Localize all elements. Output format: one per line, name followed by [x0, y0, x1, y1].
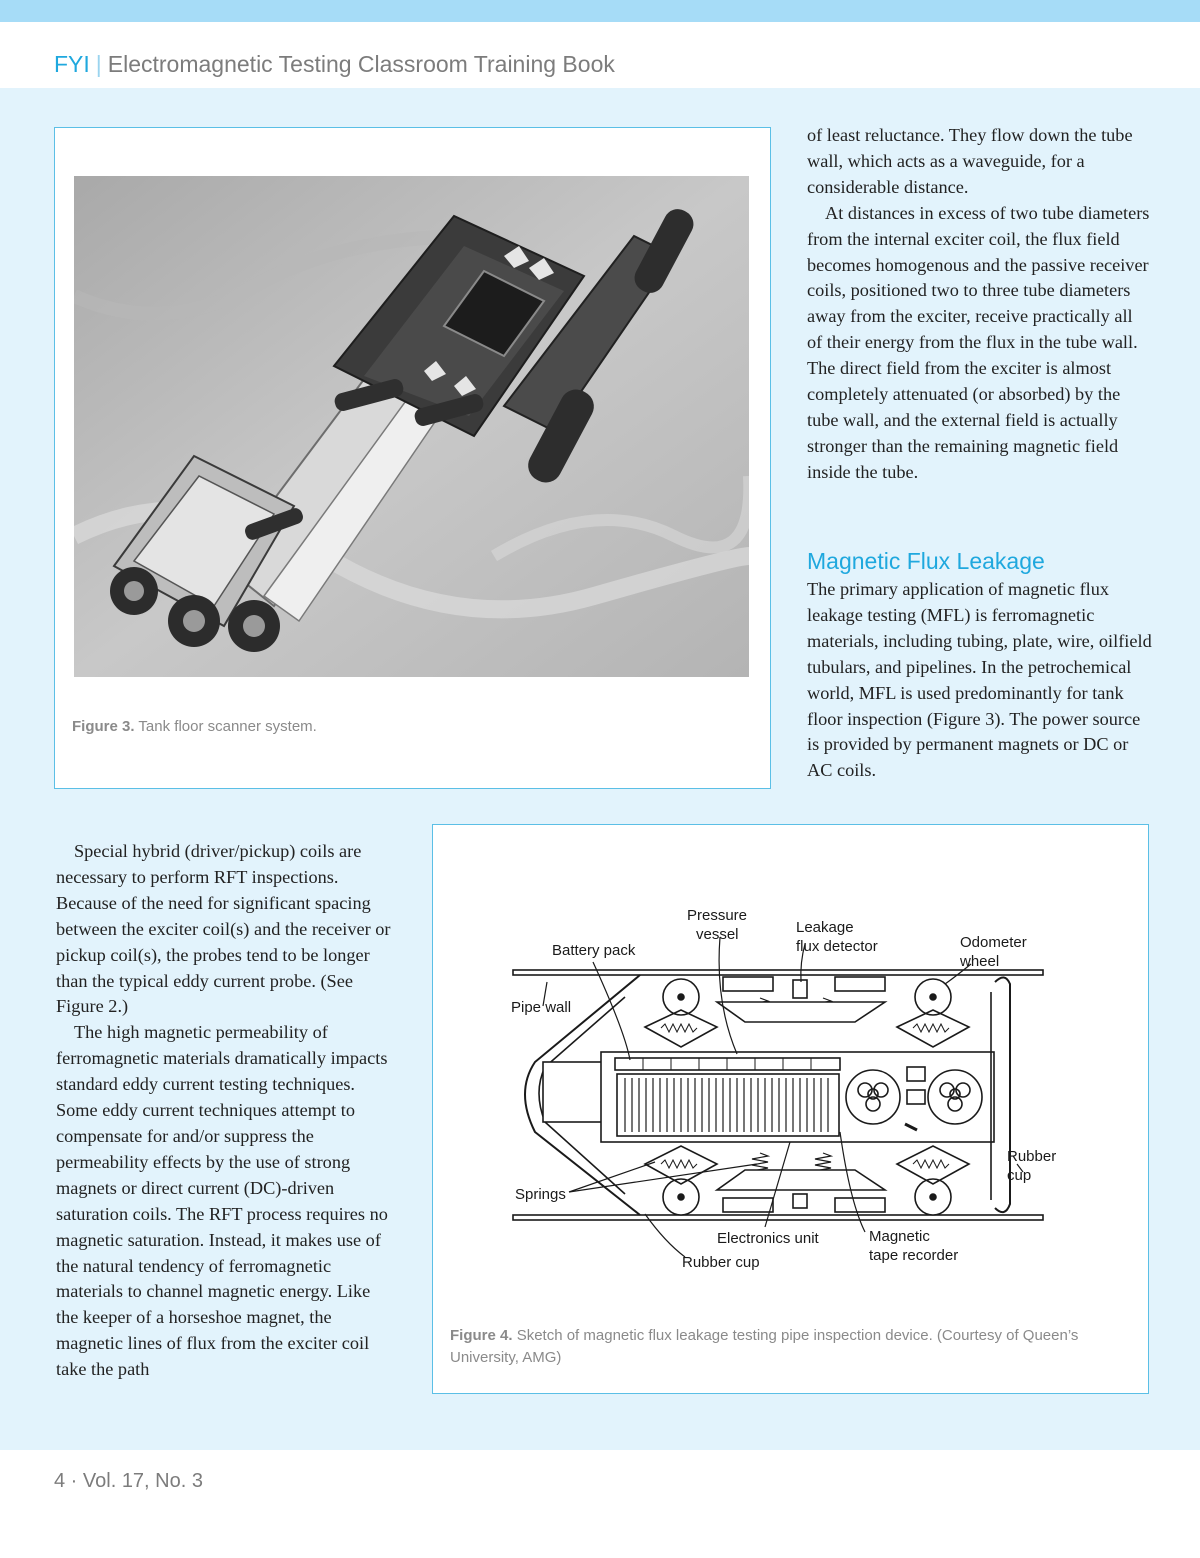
label-leakage-flux-detector: Leakage [796, 919, 854, 936]
label-electronics-unit: Electronics unit [717, 1230, 819, 1247]
page-number: 4 · Vol. 17, No. 3 [54, 1470, 203, 1492]
top-accent-bar [0, 0, 1200, 22]
label-pipe-wall: Pipe wall [511, 999, 572, 1016]
label-springs: Springs [515, 1186, 566, 1203]
pipe-wall-bottom [513, 1215, 1043, 1220]
figure-3-caption [72, 716, 317, 738]
paragraph: The high magnetic permeability of ferromagnetic materials dramatically impacts standard eddy current testing techniques. Some eddy current techniques attempt to compensate for and/or suppress the permeability effects by the use of strong magnets or direct current (DC)-driven saturation coils. The RFT process requires no magnetic saturation. Instead, it makes use of the natural tendency of ferromagnetic materials to channel magnetic energy. Like the keeper of a horseshoe magnet, the magnetic lines of flux from the exciter coil take the path [56, 1022, 388, 1380]
brand-label: FYI [54, 51, 90, 77]
figure-4-caption [450, 1325, 1140, 1369]
section-text [807, 577, 1152, 784]
paragraph: of least reluctance. They flow down the tube wall, which acts as a waveguide, for a considerable distance. [807, 125, 1133, 197]
mfl-pipe-inspection-diagram [505, 902, 1065, 1282]
right-column-text [807, 123, 1152, 486]
paragraph: Special hybrid (driver/pickup) coils are necessary to perform RFT inspections. Because of the need for significant spacing between the exciter coil(s) and the receiver or pickup coil(s), the probes tend to be longer than the typical eddy current probe. (See Figure 2.) [56, 841, 391, 1017]
label-rubber-cup-right: cup [1007, 1167, 1032, 1184]
figure-3-label: Figure 3. [72, 718, 135, 735]
figure-3-caption-text: Tank floor scanner system. [138, 718, 317, 735]
section-heading: Magnetic Flux Leakage [807, 548, 1045, 574]
running-head [54, 51, 615, 78]
label-battery-pack: Battery pack [552, 942, 636, 959]
label-pressure-vessel: vessel [696, 926, 739, 943]
figure-4-caption-text: Sketch of magnetic flux leakage testing pipe inspection device. (Courtesy of Queen’s University, AMG) [450, 1327, 1079, 1366]
label-rubber-cup-bottom: Rubber cup [682, 1254, 760, 1271]
paragraph: At distances in excess of two tube diameters from the internal exciter coil, the flux field becomes homogenous and the passive receiver coils, positioned two to three tube diameters away from the exciter, receive practically all of their energy from the flux in the tube wall. The direct field from the exciter is almost completely attenuated (or absorbed) by the tube wall, and the external field is actually stronger than the remaining magnetic field inside the tube. [807, 202, 1150, 482]
paragraph: The primary application of magnetic flux leakage testing (MFL) is ferromagnetic materials, including tubing, plate, wire, oilfield tubulars, and pipelines. In the petrochemical world, MFL is used predominantly for tank floor inspection (Figure 3). The power source is provided by permanent magnets or DC or AC coils. [807, 579, 1152, 781]
figure-4-label: Figure 4. [450, 1327, 513, 1344]
label-pressure-vessel: Pressure [687, 907, 748, 924]
left-column-text [56, 839, 396, 1383]
tank-floor-scanner-photo [74, 176, 749, 677]
page-header [0, 22, 1200, 88]
label-rubber-cup-right: Rubber [1007, 1148, 1057, 1165]
label-magnetic-tape-recorder: tape recorder [869, 1247, 959, 1264]
book-title: Electromagnetic Testing Classroom Training Book [107, 51, 615, 77]
label-leakage-flux-detector: flux detector [796, 938, 878, 955]
label-odometer-wheel: wheel [960, 953, 1000, 970]
page-footer [0, 1450, 1200, 1558]
header-separator: | [95, 51, 102, 77]
label-magnetic-tape-recorder: Magnetic [869, 1228, 930, 1245]
label-odometer-wheel: Odometer [960, 934, 1027, 951]
